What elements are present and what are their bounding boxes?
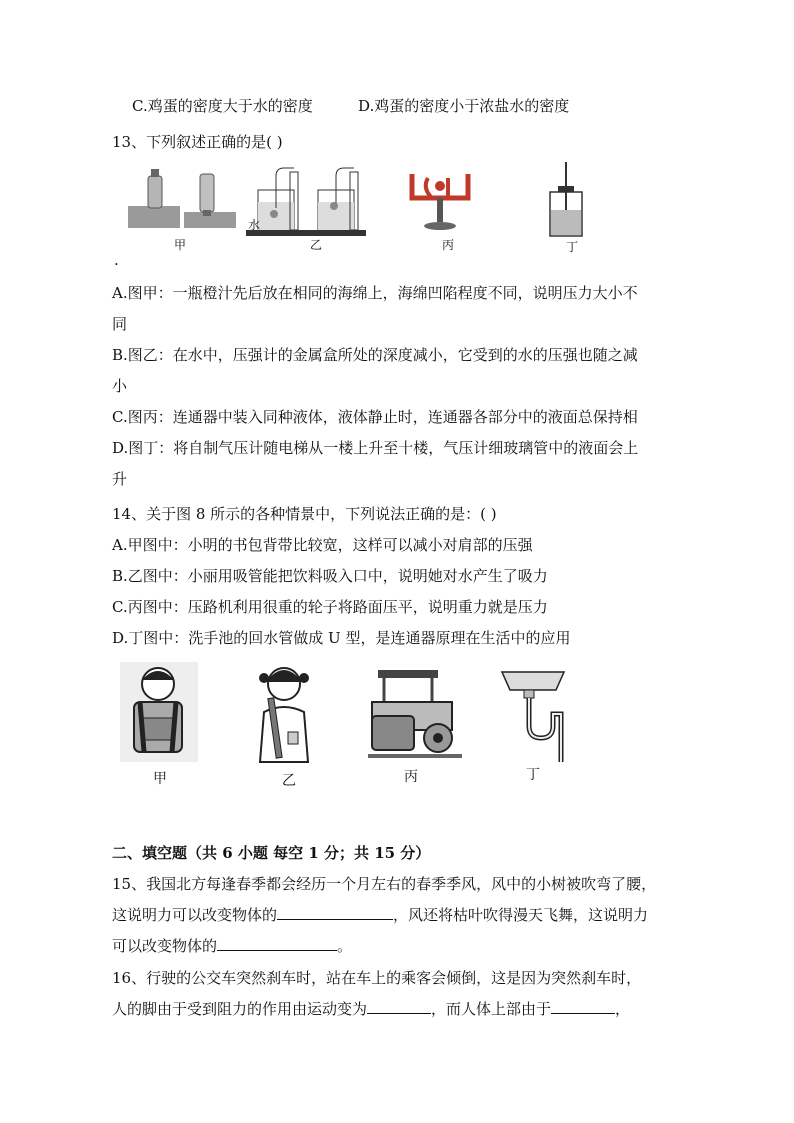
q14-figure-yi-straw xyxy=(252,662,316,766)
q13-water-label: 水 xyxy=(248,218,261,232)
q14-option-d: D.丁图中：洗手池的回水管做成 U 型，是连通器原理在生活中的应用 xyxy=(112,629,571,647)
q16-blank-1[interactable] xyxy=(367,999,431,1014)
q14-option-a: A.甲图中：小明的书包背带比较宽，这样可以减小对肩部的压强 xyxy=(112,536,533,554)
q14-label-ding: 丁 xyxy=(526,767,540,783)
q13-option-a-line2: 同 xyxy=(112,315,128,333)
q14-stem: 14、关于图 8 所示的各种情景中，下列说法正确的是：( ) xyxy=(112,505,497,523)
q14-figure-bing-roller xyxy=(368,666,462,762)
q13-option-b-line2: 小 xyxy=(112,377,128,395)
q15-line2 xyxy=(112,905,648,925)
q15-blank-1[interactable] xyxy=(277,905,393,920)
q13-label-ding: 丁 xyxy=(566,240,579,254)
q16-text-a: 人的脚由于受到阻力的作用由运动变为 xyxy=(112,1000,368,1018)
q13-option-d-line1: D.图丁：将自制气压计随电梯从一楼上升至十楼，气压计细玻璃管中的液面会上 xyxy=(112,439,639,457)
q13-figure-ding xyxy=(546,162,586,238)
q13-option-c: C.图丙：连通器中装入同种液体，液体静止时，连通器各部分中的液面总保持相 xyxy=(112,408,638,426)
section-2-title: 二、填空题（共 6 小题 每空 1 分；共 15 分） xyxy=(112,844,431,862)
q13-figure-jia xyxy=(128,166,236,234)
q13-figure-bing xyxy=(404,168,476,234)
q16-blank-2[interactable] xyxy=(551,999,615,1014)
q15-line3 xyxy=(112,936,352,956)
q14-figure-ding-sink xyxy=(500,668,566,764)
q15-text-b: ，风还将枯叶吹得漫天飞舞，这说明力 xyxy=(393,906,649,924)
q13-label-yi: 乙 xyxy=(310,238,323,252)
q13-figure-yi xyxy=(246,164,366,238)
q15-text-a: 这说明力可以改变物体的 xyxy=(112,906,278,924)
q13-stem: 13、下列叙述正确的是( ) xyxy=(112,133,283,151)
q14-option-b: B.乙图中：小丽用吸管能把饮料吸入口中，说明她对水产生了吸力 xyxy=(112,567,548,585)
q13-label-jia: 甲 xyxy=(174,238,187,252)
q16-text-b: ，而人体上部由于 xyxy=(431,1000,552,1018)
q15-line1: 15、我国北方每逢春季都会经历一个月左右的春季季风，风中的小树被吹弯了腰， xyxy=(112,875,657,893)
q14-figure-jia-backpack xyxy=(120,662,198,762)
q15-text-d: 。 xyxy=(337,937,353,955)
q15-blank-2[interactable] xyxy=(217,936,337,951)
q14-label-bing: 丙 xyxy=(404,769,418,785)
q14-label-jia: 甲 xyxy=(153,771,167,787)
q13-option-a-line1: A.图甲：一瓶橙汁先后放在相同的海绵上，海绵凹陷程度不同，说明压力大小不 xyxy=(112,284,638,302)
q15-text-c: 可以改变物体的 xyxy=(112,937,218,955)
q12-option-d: D.鸡蛋的密度小于浓盐水的密度 xyxy=(358,97,570,115)
q16-line1: 16、行驶的公交车突然刹车时，站在车上的乘客会倾倒，这是因为突然刹车时， xyxy=(112,969,642,987)
q13-option-d-line2: 升 xyxy=(112,470,128,488)
q14-option-c: C.丙图中：压路机利用很重的轮子将路面压平，说明重力就是压力 xyxy=(112,598,548,616)
q13-option-b-line1: B.图乙：在水中，压强计的金属盒所处的深度减小，它受到的水的压强也随之减 xyxy=(112,346,638,364)
q12-option-c: C.鸡蛋的密度大于水的密度 xyxy=(132,97,313,115)
q13-dot: . xyxy=(114,251,119,269)
q14-label-yi: 乙 xyxy=(282,773,296,789)
q16-text-c: ， xyxy=(615,1000,631,1018)
q16-line2 xyxy=(112,999,630,1019)
q13-label-bing: 丙 xyxy=(442,238,455,252)
